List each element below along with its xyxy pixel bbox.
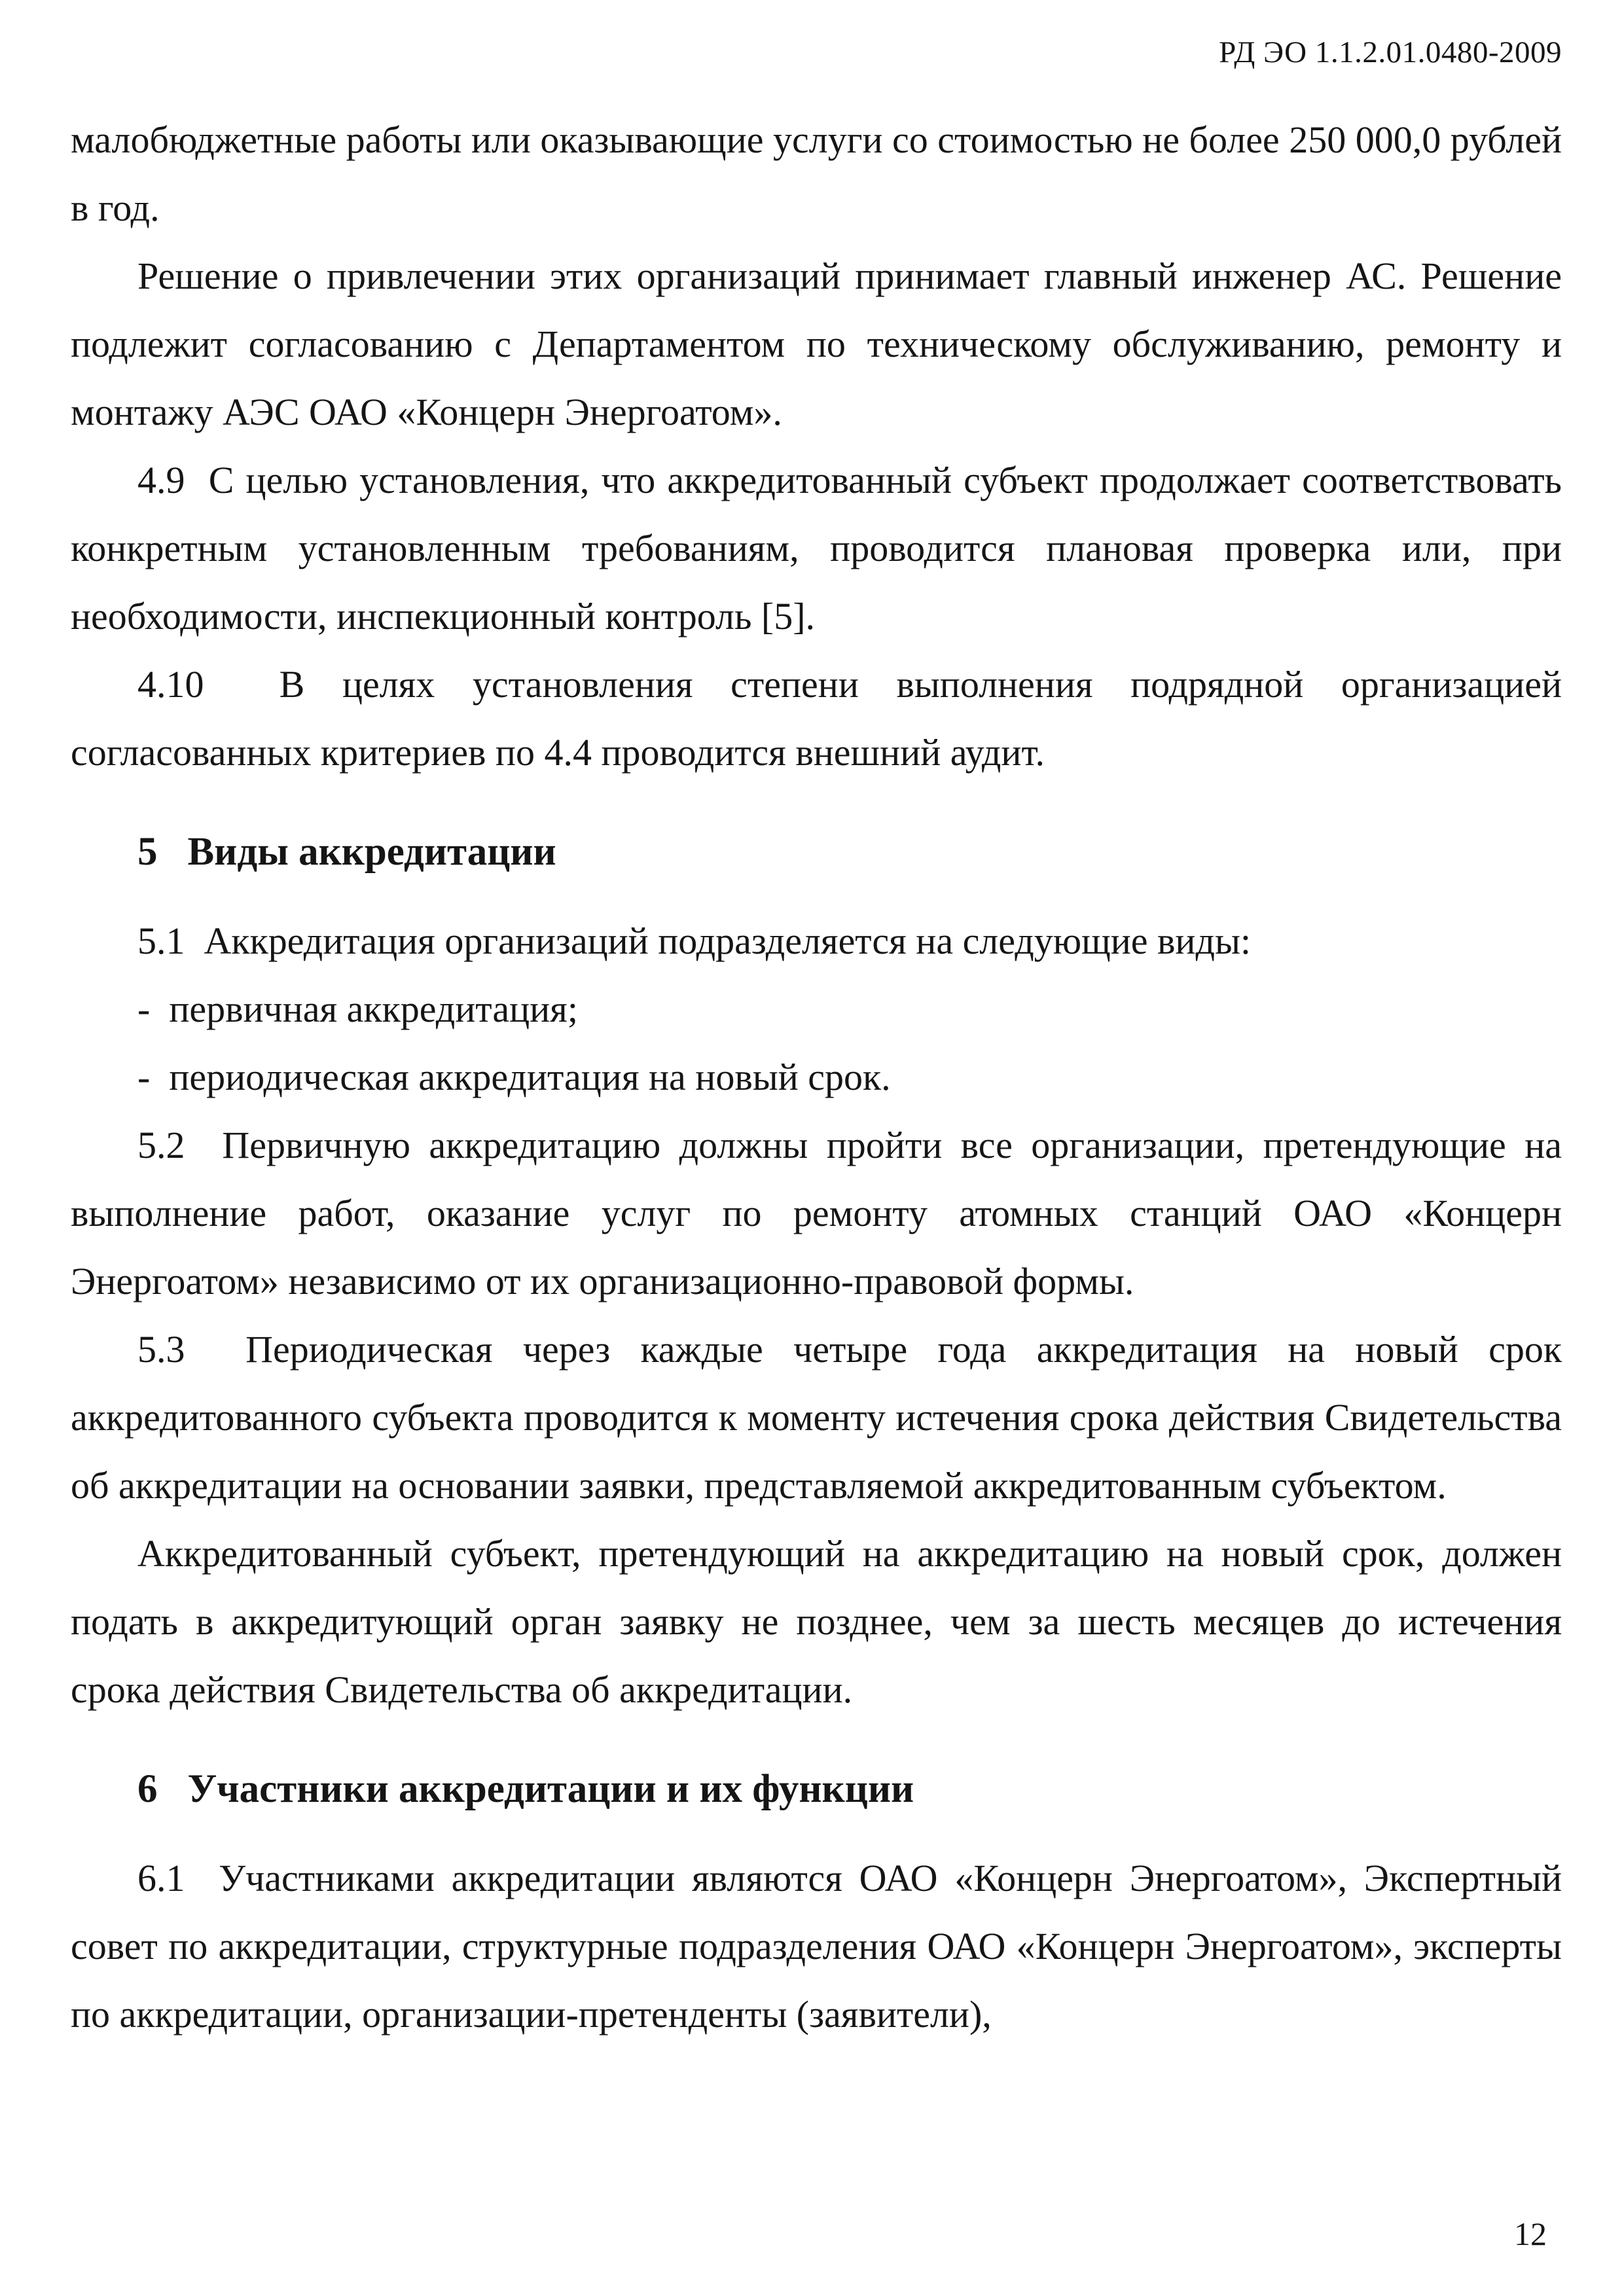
- section-5-title: Виды аккредитации: [187, 830, 556, 874]
- document-code-header: РД ЭО 1.1.2.01.0480-2009: [1219, 35, 1562, 69]
- paragraph-4-9: 4.9 С целью установления, что аккредитованный субъект продолжает соответствовать конкретным установленным требованиям, проводится плановая проверка или, при необходимости, инспекционный контроль [5].: [71, 459, 1562, 637]
- section-6-title: Участники аккредитации и их функции: [187, 1767, 914, 1811]
- paragraph-5-3: 5.3 Периодическая через каждые четыре года аккредитация на новый срок аккредитованного субъекта проводится к моменту истечения срока действия Свидетельства об аккредитации на основании заявки, представляемой аккредитованным субъектом.: [71, 1328, 1562, 1507]
- section-5-heading: [137, 827, 1562, 877]
- paragraph-5-2: 5.2 Первичную аккредитацию должны пройти все организации, претендующие на выполнение работ, оказание услуг по ремонту атомных станций ОАО «Концерн Энергоатом» независимо от их организационно-правовой формы.: [71, 1124, 1562, 1302]
- list-item-primary-accreditation: - первичная аккредитация;: [137, 988, 578, 1030]
- paragraph-4-10: 4.10 В целях установления степени выполнения подрядной организацией согласованных критериев по 4.4 проводится внешний аудит.: [71, 663, 1562, 774]
- section-5-number: 5: [137, 830, 158, 874]
- paragraph-new-term-application: Аккредитованный субъект, претендующий на аккредитацию на новый срок, должен подать в аккредитующий орган заявку не позднее, чем за шесть месяцев до истечения срока действия Свидетельства об аккредитации.: [71, 1532, 1562, 1711]
- paragraph-5-1: 5.1 Аккредитация организаций подразделяется на следующие виды:: [137, 920, 1252, 962]
- paragraph-budget-continuation: малобюджетные работы или оказывающие услуги со стоимостью не более 250 000,0 рублей в год.: [71, 118, 1562, 229]
- list-item-periodic-accreditation: - периодическая аккредитация на новый срок.: [137, 1056, 891, 1098]
- paragraph-6-1: 6.1 Участниками аккредитации являются ОАО «Концерн Энергоатом», Экспертный совет по аккредитации, структурные подразделения ОАО «Концерн Энергоатом», эксперты по аккредитации, организации-претенденты (заявители),: [71, 1857, 1562, 2036]
- page-number: 12: [1514, 2215, 1547, 2252]
- page-content: [71, 33, 1562, 2049]
- section-6-heading: [137, 1765, 1562, 1814]
- section-6-number: 6: [137, 1767, 158, 1811]
- paragraph-decision: Решение о привлечении этих организаций принимает главный инженер АС. Решение подлежит согласованию с Департаментом по техническому обслуживанию, ремонту и монтажу АЭС ОАО «Концерн Энергоатом».: [71, 255, 1562, 433]
